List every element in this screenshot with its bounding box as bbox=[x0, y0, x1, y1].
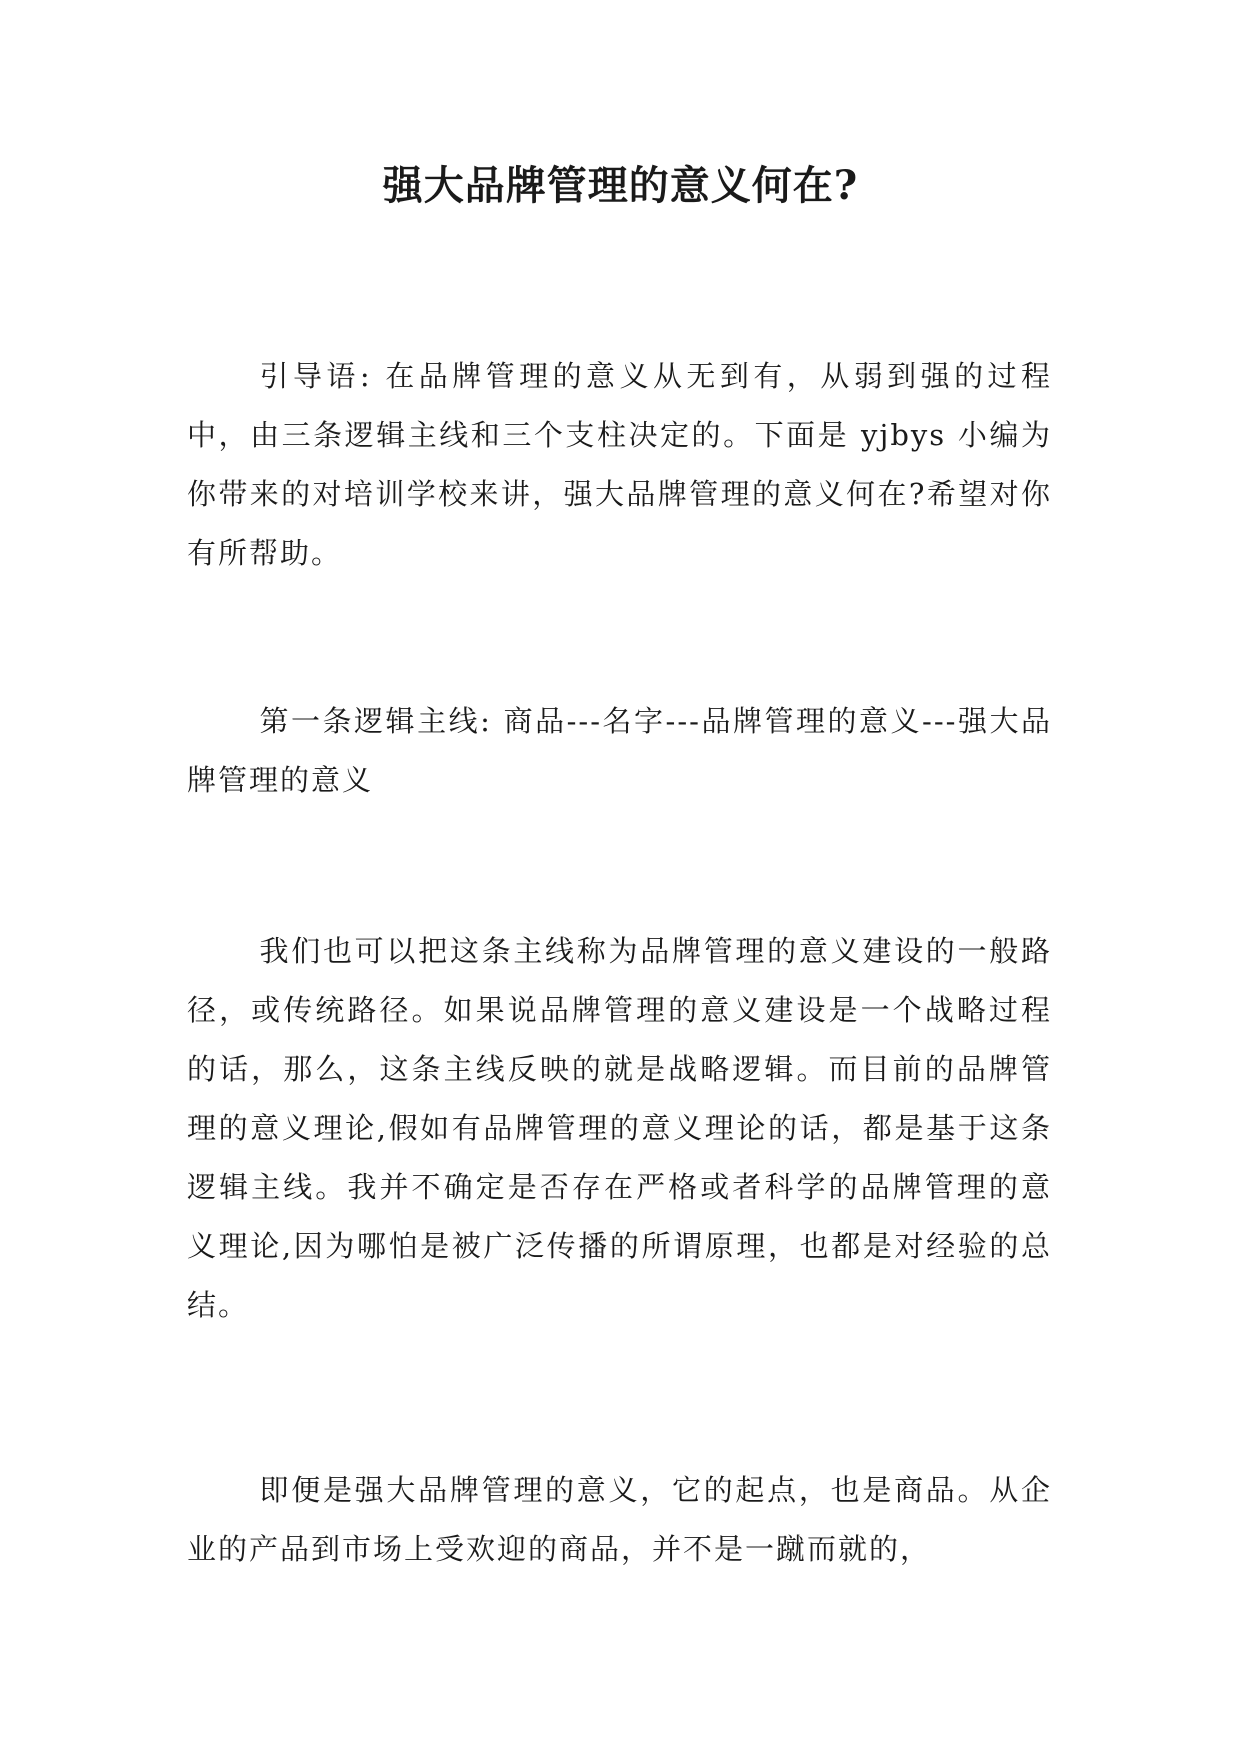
paragraph-continued: 即便是强大品牌管理的意义，它的起点，也是商品。从企业的产品到市场上受欢迎的商品，并不是一蹴而就的， bbox=[187, 1473, 1052, 1566]
paragraph-body: 我们也可以把这条主线称为品牌管理的意义建设的一般路径，或传统路径。如果说品牌管理的意义建设是一个战略过程的话，那么，这条主线反映的就是战略逻辑。而目前的品牌管理的意义理论,假如有品牌管理的意义理论的话，都是基于这条逻辑主线。我并不确定是否存在严格或者科学的品牌管理的意义理论,因为哪怕是被广泛传播的所谓原理，也都是对经验的总结。 bbox=[187, 934, 1052, 1322]
paragraph-logic-line-1: 第一条逻辑主线: 商品---名字---品牌管理的意义---强大品牌管理的意义 bbox=[187, 704, 1052, 797]
document-title: 强大品牌管理的意义何在? bbox=[382, 162, 859, 209]
paragraph-intro: 引导语: 在品牌管理的意义从无到有，从弱到强的过程中，由三条逻辑主线和三个支柱决定的。下面是 yjbys 小编为你带来的对培训学校来讲，强大品牌管理的意义何在?希望对你有所帮助。 bbox=[187, 359, 1052, 570]
